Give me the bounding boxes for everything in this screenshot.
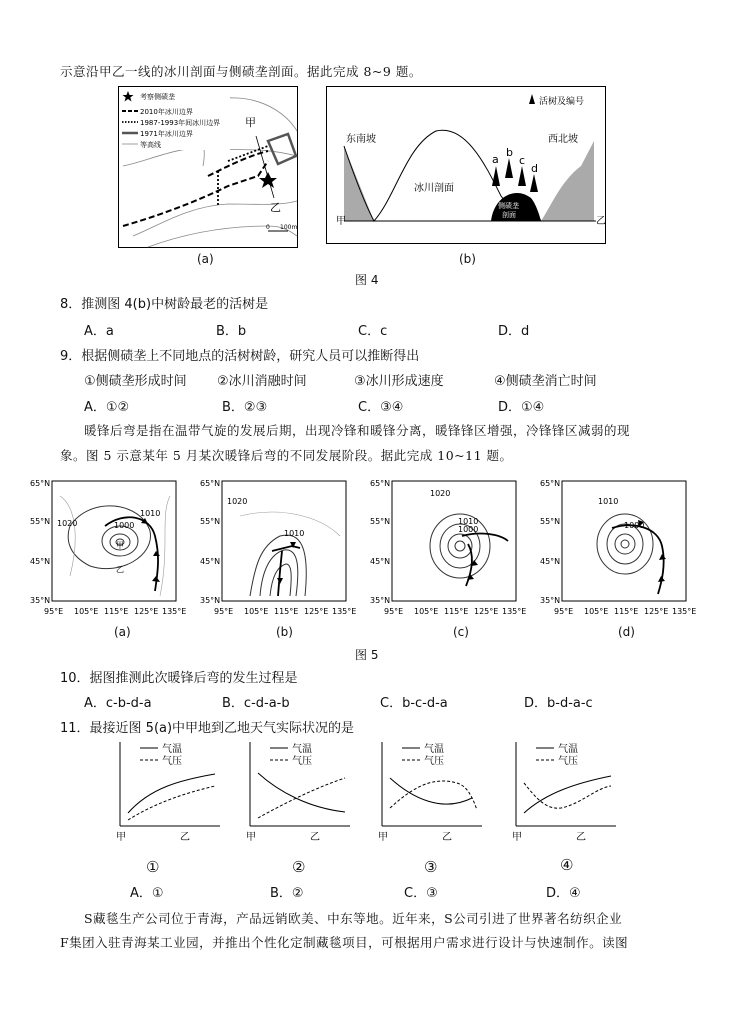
figure-5-maps (30, 476, 710, 622)
svg-text:乙: 乙 (596, 216, 606, 227)
svg-text:气压: 气压 (558, 756, 578, 767)
svg-text:甲: 甲 (116, 832, 126, 843)
q9-item-1: ①侧碛垄形成时间 (84, 374, 187, 389)
svg-text:55°N: 55°N (200, 517, 221, 526)
svg-text:气温: 气温 (292, 744, 312, 755)
q11-option-d[interactable]: D．④ (546, 886, 581, 901)
svg-text:乙: 乙 (442, 832, 452, 843)
svg-text:a: a (492, 153, 499, 166)
svg-text:c: c (519, 154, 526, 167)
figure-5c-map (370, 479, 526, 616)
q11-chart-2 (246, 742, 350, 843)
figure-5-caption: 图 5 (355, 648, 379, 662)
svg-text:乙: 乙 (116, 565, 124, 574)
svg-text:55°N: 55°N (370, 517, 391, 526)
svg-text:135°E: 135°E (672, 607, 697, 616)
svg-text:95°E: 95°E (384, 607, 404, 616)
q9-option-a[interactable]: A．①② (84, 400, 130, 415)
figure-4a-label: (a) (197, 252, 214, 266)
svg-text:125°E: 125°E (134, 607, 159, 616)
q9-option-b[interactable]: B．②③ (222, 400, 268, 415)
q10-option-d[interactable]: D．b-d-a-c (524, 696, 593, 711)
svg-text:1010: 1010 (598, 497, 619, 506)
svg-text:等高线: 等高线 (140, 141, 161, 149)
q11-stem: 11．最接近图 5(a)中甲地到乙地天气实际状况的是 (60, 721, 355, 736)
q8-stem: 8．推测图 4(b)中树龄最老的活树是 (60, 297, 269, 312)
svg-text:125°E: 125°E (304, 607, 329, 616)
svg-text:45°N: 45°N (540, 557, 561, 566)
figure-4b-label: (b) (459, 252, 476, 266)
q11-line-charts (110, 738, 630, 848)
svg-text:气温: 气温 (558, 744, 578, 755)
svg-text:2010年冰川边界: 2010年冰川边界 (140, 108, 193, 116)
svg-text:东南坡: 东南坡 (346, 134, 376, 145)
figure-4b-profile (326, 86, 606, 244)
q10-option-b[interactable]: B．c-d-a-b (222, 696, 290, 711)
svg-text:1000: 1000 (114, 521, 135, 530)
svg-text:115°E: 115°E (274, 607, 299, 616)
svg-text:甲: 甲 (245, 116, 256, 129)
svg-text:甲: 甲 (378, 832, 388, 843)
svg-text:35°N: 35°N (30, 596, 51, 605)
svg-text:1010: 1010 (284, 529, 305, 538)
q11-option-c[interactable]: C．③ (404, 886, 438, 901)
svg-text:甲: 甲 (512, 832, 522, 843)
svg-text:55°N: 55°N (540, 517, 561, 526)
q9-item-3: ③冰川形成速度 (354, 374, 444, 389)
q11-option-a[interactable]: A．① (130, 886, 164, 901)
svg-text:1987-1993年间冰川边界: 1987-1993年间冰川边界 (140, 119, 221, 127)
svg-text:冰川剖面: 冰川剖面 (414, 183, 454, 194)
svg-text:b: b (506, 146, 513, 159)
svg-text:考察侧碛垄: 考察侧碛垄 (140, 93, 175, 101)
q8-option-d[interactable]: D．d (498, 324, 530, 339)
svg-text:35°N: 35°N (370, 596, 391, 605)
svg-text:气温: 气温 (162, 744, 182, 755)
figure-4a-map (118, 86, 298, 248)
svg-text:100m: 100m (280, 224, 298, 231)
svg-text:1000: 1000 (624, 521, 645, 530)
q8-option-c[interactable]: C．c (358, 324, 388, 339)
svg-text:35°N: 35°N (540, 596, 561, 605)
figure-5d-map (540, 479, 696, 616)
q10-stem: 10．据图推测此次暖锋后弯的发生过程是 (60, 671, 298, 686)
svg-text:95°E: 95°E (44, 607, 64, 616)
svg-text:1010: 1010 (458, 517, 479, 526)
q11-chart-label-1: ① (146, 858, 160, 876)
svg-text:活树及编号: 活树及编号 (539, 97, 585, 107)
figure-4-caption: 图 4 (355, 273, 379, 287)
svg-text:1020: 1020 (57, 519, 78, 528)
svg-text:65°N: 65°N (540, 479, 561, 488)
svg-text:95°E: 95°E (214, 607, 234, 616)
svg-text:45°N: 45°N (370, 557, 391, 566)
svg-text:气压: 气压 (292, 756, 312, 767)
svg-text:135°E: 135°E (332, 607, 357, 616)
svg-text:125°E: 125°E (474, 607, 499, 616)
q11-chart-4 (512, 742, 616, 843)
warm-front-paragraph-line2: 象。图 5 示意某年 5 月某次暖锋后弯的不同发展阶段。据此完成 10~11 题。 (60, 448, 513, 463)
svg-text:西北坡: 西北坡 (548, 134, 578, 145)
q11-chart-1 (116, 742, 220, 843)
carpet-paragraph-line1: S藏毯生产公司位于青海，产品远销欧美、中东等地。近年来，S公司引进了世界著名纺织企业 (84, 911, 623, 926)
figure-5b-map (200, 479, 356, 616)
warm-front-paragraph-line1: 暖锋后弯是指在温带气旋的发展后期，出现冷锋和暖锋分离，暖锋锋区增强，冷锋锋区减弱的现 (84, 423, 631, 438)
q11-chart-3 (378, 742, 482, 843)
svg-text:45°N: 45°N (30, 557, 51, 566)
svg-text:d: d (531, 162, 538, 175)
figure-5a-label: (a) (114, 625, 131, 639)
svg-text:气压: 气压 (424, 756, 444, 767)
svg-text:35°N: 35°N (200, 596, 221, 605)
q11-chart-label-2: ② (292, 858, 306, 876)
figure-5d-label: (d) (618, 625, 635, 639)
q11-option-b[interactable]: B．② (270, 886, 304, 901)
svg-text:95°E: 95°E (554, 607, 574, 616)
svg-text:甲: 甲 (116, 541, 124, 550)
svg-text:105°E: 105°E (74, 607, 99, 616)
svg-text:65°N: 65°N (30, 479, 51, 488)
svg-text:0: 0 (266, 224, 270, 231)
svg-text:乙: 乙 (180, 832, 190, 843)
svg-text:乙: 乙 (270, 201, 281, 214)
svg-text:135°E: 135°E (502, 607, 527, 616)
svg-text:55°N: 55°N (30, 517, 51, 526)
q11-chart-label-4: ④ (560, 856, 574, 874)
svg-text:115°E: 115°E (444, 607, 469, 616)
svg-text:65°N: 65°N (370, 479, 391, 488)
svg-text:气压: 气压 (162, 756, 182, 767)
svg-text:1010: 1010 (140, 509, 161, 518)
carpet-paragraph-line2: F集团入驻青海某工业园，并推出个性化定制藏毯项目，可根据用户需求进行设计与快速制作。读图 (60, 935, 629, 950)
svg-text:125°E: 125°E (644, 607, 669, 616)
q8-option-a[interactable]: A．a (84, 324, 114, 339)
svg-text:甲: 甲 (336, 216, 346, 227)
svg-text:135°E: 135°E (162, 607, 187, 616)
figure-5a-map (30, 479, 186, 616)
q9-stem: 9．根据侧碛垄上不同地点的活树树龄，研究人员可以推断得出 (60, 349, 420, 364)
q10-option-c[interactable]: C．b-c-d-a (380, 696, 448, 711)
figure-5c-label: (c) (453, 625, 469, 639)
svg-text:105°E: 105°E (244, 607, 269, 616)
svg-text:剖面: 剖面 (502, 211, 516, 219)
svg-text:气温: 气温 (424, 744, 444, 755)
svg-text:1020: 1020 (430, 489, 451, 498)
q9-item-4: ④侧碛垄消亡时间 (494, 374, 597, 389)
svg-text:65°N: 65°N (200, 479, 221, 488)
svg-text:乙: 乙 (310, 832, 320, 843)
svg-text:115°E: 115°E (104, 607, 129, 616)
q9-item-2: ②冰川消融时间 (217, 374, 307, 389)
svg-text:105°E: 105°E (414, 607, 439, 616)
q9-option-d[interactable]: D．①④ (498, 400, 545, 415)
svg-text:乙: 乙 (576, 832, 586, 843)
svg-text:115°E: 115°E (614, 607, 639, 616)
svg-text:1000: 1000 (458, 525, 479, 534)
figure-5b-label: (b) (276, 625, 293, 639)
intro-text: 示意沿甲乙一线的冰川剖面与侧碛垄剖面。据此完成 8~9 题。 (60, 64, 422, 79)
svg-text:甲: 甲 (246, 832, 256, 843)
svg-text:45°N: 45°N (200, 557, 221, 566)
svg-text:1020: 1020 (227, 497, 248, 506)
svg-text:侧碛垄: 侧碛垄 (498, 202, 519, 210)
svg-text:105°E: 105°E (584, 607, 609, 616)
q10-option-a[interactable]: A．c-b-d-a (84, 696, 152, 711)
svg-text:1971年冰川边界: 1971年冰川边界 (140, 130, 193, 138)
q11-chart-label-3: ③ (424, 858, 438, 876)
q9-option-c[interactable]: C．③④ (358, 400, 404, 415)
q8-option-b[interactable]: B．b (216, 324, 247, 339)
